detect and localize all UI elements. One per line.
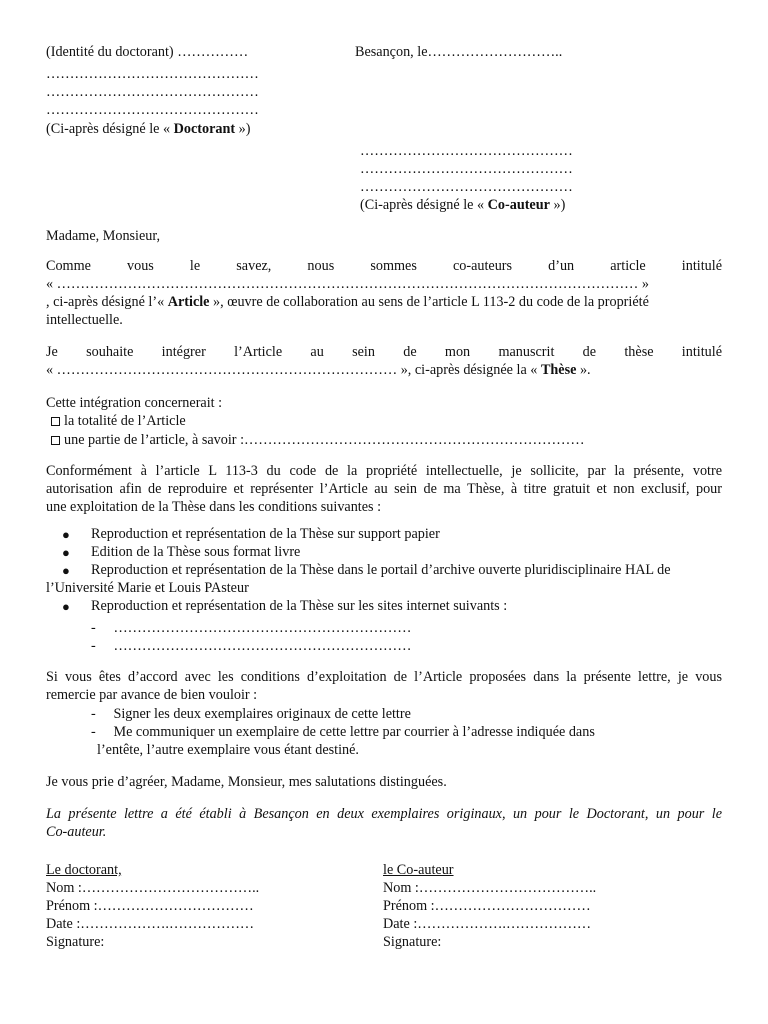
article-term: Article: [167, 294, 210, 310]
option-totality-label: la totalité de l’Article: [64, 413, 186, 429]
signature-right-nom: Nom :………………………………..: [383, 880, 597, 896]
p3-line3: une exploitation de la Thèse dans les conditions suivantes :: [46, 499, 382, 515]
doctorant-designation: [46, 121, 251, 138]
address-line-right-2: ………………………………………: [360, 161, 573, 177]
these-term: Thèse: [540, 362, 577, 378]
request-2: - Me communiquer un exemplaire de cette lettre par courrier à l’adresse indiquée dans: [91, 724, 595, 740]
signature-right-signature: Signature:: [383, 934, 442, 950]
p1-line3-suffix: », œuvre de collaboration au sens de l’article L 113-2 du code de la propriété: [209, 294, 649, 310]
p1-line3-prefix: , ci-après désigné l’«: [46, 294, 168, 310]
p1-line4: intellectuelle.: [46, 312, 123, 328]
bullet-dot-icon: ●: [62, 545, 70, 560]
italic-note-line2: Co-auteur.: [46, 824, 107, 840]
place-date: Besançon, le………………………..: [355, 44, 563, 60]
address-line-left-1: ………………………………………: [46, 66, 259, 82]
coauteur-designation: [360, 197, 565, 214]
address-line-left-3: ………………………………………: [46, 102, 259, 118]
option-partial[interactable]: [46, 432, 585, 449]
p1-line3: [46, 294, 649, 311]
request-2-continuation: l’entête, l’autre exemplaire vous étant destiné.: [97, 742, 359, 758]
signature-right-title-text: le Co-auteur: [383, 862, 454, 878]
request-1: - Signer les deux exemplaires originaux de cette lettre: [91, 706, 411, 722]
designation-suffix: »): [235, 121, 251, 137]
p4-line2: remercie par avance de bien vouloir :: [46, 687, 258, 703]
signature-left-title: [46, 862, 122, 879]
p3-line2: autorisation afin de reproduire et représenter l’Article au sein de ma Thèse, à titre gratuit et non exclusif, pour: [46, 481, 722, 497]
signature-left-prenom: Prénom :……………………………: [46, 898, 254, 914]
designation-prefix: (Ci-après désigné le «: [360, 197, 488, 213]
p4-line1: Si vous êtes d’accord avec les conditions d’exploitation de l’Article proposées dans la présente lettre, je vous: [46, 669, 722, 685]
signature-right-prenom: Prénom :……………………………: [383, 898, 591, 914]
checkbox-icon[interactable]: [51, 417, 60, 426]
signature-right-date: Date :……………….………………: [383, 916, 592, 932]
p2-line2-prefix: « ……………………………………………………………… », ci-après désignée la «: [46, 362, 541, 378]
identity-dots: ……………: [177, 44, 249, 60]
doctorant-identity: [46, 44, 248, 61]
signature-left-title-text: Le doctorant,: [46, 862, 122, 878]
p3-line1: Conformément à l’article L 113-3 du code de la propriété intellectuelle, je sollicite, par la présente, votre: [46, 463, 722, 479]
p2-line2-suffix: ».: [576, 362, 591, 378]
bullet-item-2: Edition de la Thèse sous format livre: [91, 544, 301, 560]
designation-prefix: (Ci-après désigné le «: [46, 121, 174, 137]
p1-line2: « …………………………………………………………………………………………………………… »: [46, 276, 649, 292]
bullet-dot-icon: ●: [62, 599, 70, 614]
p2-line2: [46, 362, 591, 379]
signature-right-title: [383, 862, 454, 879]
designation-doctorant: Doctorant: [173, 121, 236, 137]
integration-intro: Cette intégration concernerait :: [46, 395, 223, 411]
italic-note-line1: La présente lettre a été établi à Besançon en deux exemplaires originaux, un pour le Doctorant, un pour le: [46, 806, 722, 822]
identity-label: (Identité du doctorant): [46, 44, 174, 60]
bullet-item-1: Reproduction et représentation de la Thèse sur support papier: [91, 526, 440, 542]
option-partial-label: une partie de l’article, à savoir :………………………………………………………………: [64, 432, 585, 448]
salutation: Madame, Monsieur,: [46, 228, 161, 244]
website-line-1: - ………………………………………………………: [91, 620, 412, 636]
designation-suffix: »): [549, 197, 566, 213]
checkbox-icon[interactable]: [51, 436, 60, 445]
bullet-dot-icon: ●: [62, 527, 70, 542]
address-line-right-3: ………………………………………: [360, 179, 573, 195]
p2-line1: Je souhaite intégrer l’Article au sein de mon manuscrit de thèse intitulé: [46, 344, 722, 360]
p1-line1: Comme vous le savez, nous sommes co-auteurs d’un article intitulé: [46, 258, 722, 274]
bullet-item-3-continuation: l’Université Marie et Louis PAsteur: [46, 580, 249, 596]
website-line-2: - ………………………………………………………: [91, 638, 412, 654]
bullet-item-3: Reproduction et représentation de la Thèse dans le portail d’archive ouverte pluridisciplinaire HAL de: [91, 562, 671, 578]
closing: Je vous prie d’agréer, Madame, Monsieur, mes salutations distinguées.: [46, 774, 447, 790]
address-line-left-2: ………………………………………: [46, 84, 259, 100]
address-line-right-1: ………………………………………: [360, 143, 573, 159]
designation-coauteur: Co-auteur: [487, 197, 550, 213]
signature-left-signature: Signature:: [46, 934, 105, 950]
bullet-item-4: Reproduction et représentation de la Thèse sur les sites internet suivants :: [91, 598, 508, 614]
signature-left-date: Date :……………….………………: [46, 916, 255, 932]
option-totality[interactable]: [46, 413, 186, 430]
bullet-dot-icon: ●: [62, 563, 70, 578]
signature-left-nom: Nom :………………………………..: [46, 880, 260, 896]
